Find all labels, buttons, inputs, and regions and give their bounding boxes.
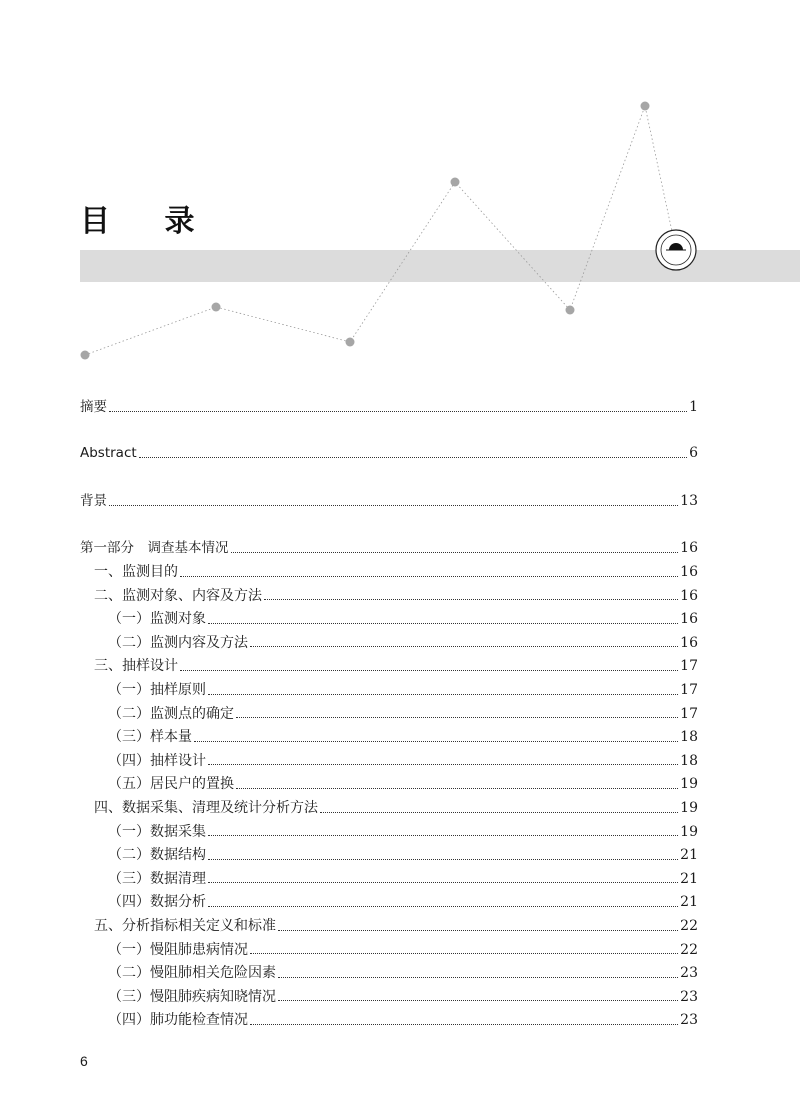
toc-entry-label: （二）监测内容及方法 [108, 634, 248, 651]
toc-entry[interactable] [80, 1009, 698, 1031]
toc-entry[interactable] [80, 915, 698, 937]
toc-entry[interactable] [80, 726, 698, 748]
toc-entry[interactable] [80, 703, 698, 725]
toc-entry-page: 18 [680, 752, 698, 769]
toc-entry-label: 二、监测对象、内容及方法 [94, 587, 262, 604]
toc-entry-label: （一）数据采集 [108, 823, 206, 840]
toc-entry-label: （一）监测对象 [108, 611, 206, 628]
toc-entry-page: 17 [680, 682, 698, 698]
toc-entry[interactable] [80, 655, 698, 677]
toc-dot-leader [208, 849, 678, 860]
toc-dot-leader [180, 566, 678, 577]
toc-dot-leader [236, 707, 678, 718]
toc-entry[interactable] [80, 632, 698, 654]
target-circle-icon [656, 230, 696, 270]
toc-entry[interactable] [80, 821, 698, 843]
toc-entry-page: 13 [680, 493, 698, 509]
toc-dot-leader [250, 943, 678, 954]
toc-dot-leader [278, 990, 678, 1001]
toc-entry-label: 背景 [80, 493, 107, 509]
toc-entry-label: （一）慢阻肺患病情况 [108, 941, 248, 958]
toc-entry-page: 21 [680, 894, 698, 911]
page-number: 6 [80, 1053, 88, 1069]
toc-entry-page: 21 [680, 870, 698, 887]
toc-entry-page: 16 [680, 587, 698, 604]
toc-dot-leader [139, 447, 687, 458]
toc-entry-label: （三）慢阻肺疾病知晓情况 [108, 988, 276, 1005]
toc-entry[interactable] [80, 962, 698, 984]
toc-entry-label: Abstract [80, 445, 137, 461]
toc-dot-leader [194, 731, 678, 742]
toc-entry-label: （二）慢阻肺相关危险因素 [108, 965, 276, 982]
toc-entry[interactable] [80, 797, 698, 819]
decorative-dot [212, 303, 221, 312]
toc-entry[interactable] [80, 868, 698, 890]
toc-entry[interactable] [80, 396, 698, 418]
toc-entry-label: （二）数据结构 [108, 847, 206, 864]
toc-entry-page: 16 [680, 564, 698, 580]
toc-entry-label: （五）居民户的置换 [108, 776, 234, 793]
toc-entry-page: 18 [680, 729, 698, 746]
toc-dot-leader [208, 613, 678, 624]
decorative-dot [81, 351, 90, 360]
toc-dot-leader [208, 684, 678, 695]
toc-dot-leader [320, 802, 678, 813]
toc-entry[interactable] [80, 679, 698, 701]
toc-entry-label: 四、数据采集、清理及统计分析方法 [94, 800, 318, 816]
toc-entry[interactable] [80, 585, 698, 607]
toc-dot-leader [264, 589, 678, 600]
toc-entry-page: 6 [689, 445, 698, 461]
toc-dot-leader [109, 495, 678, 506]
toc-entry-label: （四）数据分析 [108, 894, 206, 911]
toc-entry[interactable] [80, 442, 698, 464]
decorative-dot [566, 306, 575, 315]
toc-entry-page: 16 [680, 634, 698, 651]
toc-entry[interactable] [80, 537, 698, 559]
toc-entry[interactable] [80, 844, 698, 866]
toc-dot-leader [236, 778, 678, 789]
toc-entry-label: （三）数据清理 [108, 870, 206, 887]
toc-entry-page: 21 [680, 847, 698, 864]
page-title: 目 录 [80, 204, 217, 239]
toc-entry-label: （三）样本量 [108, 729, 192, 746]
toc-entry-label: 五、分析指标相关定义和标准 [94, 918, 276, 934]
toc-entry[interactable] [80, 490, 698, 512]
toc-dot-leader [231, 542, 679, 553]
toc-entry[interactable] [80, 750, 698, 772]
toc-entry-page: 17 [680, 705, 698, 722]
toc-entry-page: 19 [680, 776, 698, 793]
decorative-dot [641, 102, 650, 111]
toc-entry-label: （一）抽样原则 [108, 682, 206, 698]
toc-dot-leader [180, 660, 678, 671]
toc-entry-label: 三、抽样设计 [94, 658, 178, 675]
decorative-dot [451, 178, 460, 187]
toc-entry-page: 19 [680, 823, 698, 840]
toc-entry-label: 一、监测目的 [94, 564, 178, 580]
toc-entry-page: 16 [680, 540, 698, 556]
toc-dot-leader [250, 636, 678, 647]
toc-entry-label: 摘要 [80, 399, 107, 415]
toc-entry[interactable] [80, 608, 698, 630]
toc-dot-leader [278, 967, 678, 978]
toc-entry-page: 23 [680, 965, 698, 982]
toc-entry[interactable] [80, 561, 698, 583]
toc-dot-leader [208, 825, 678, 836]
toc-entry-page: 22 [680, 918, 698, 934]
toc-dot-leader [208, 754, 678, 765]
toc-dot-leader [250, 1014, 678, 1025]
toc-dot-leader [109, 401, 687, 412]
toc-entry-label: （二）监测点的确定 [108, 705, 234, 722]
toc-entry[interactable] [80, 891, 698, 913]
toc-dot-leader [208, 872, 678, 883]
toc-dot-leader [278, 920, 678, 931]
toc-entry-page: 16 [680, 611, 698, 628]
toc-entry-label: （四）肺功能检查情况 [108, 1012, 248, 1029]
decorative-dot [346, 338, 355, 347]
toc-entry[interactable] [80, 939, 698, 961]
toc-entry-label: （四）抽样设计 [108, 752, 206, 769]
toc-entry-page: 1 [689, 399, 698, 415]
toc-entry-page: 23 [680, 988, 698, 1005]
toc-entry-page: 17 [680, 658, 698, 675]
toc-entry-page: 23 [680, 1012, 698, 1029]
toc-entry[interactable] [80, 773, 698, 795]
toc-dot-leader [208, 896, 678, 907]
toc-entry-label: 第一部分 调查基本情况 [80, 540, 229, 556]
toc-entry[interactable] [80, 986, 698, 1008]
toc-entry-page: 22 [680, 941, 698, 958]
toc-entry-page: 19 [680, 800, 698, 816]
